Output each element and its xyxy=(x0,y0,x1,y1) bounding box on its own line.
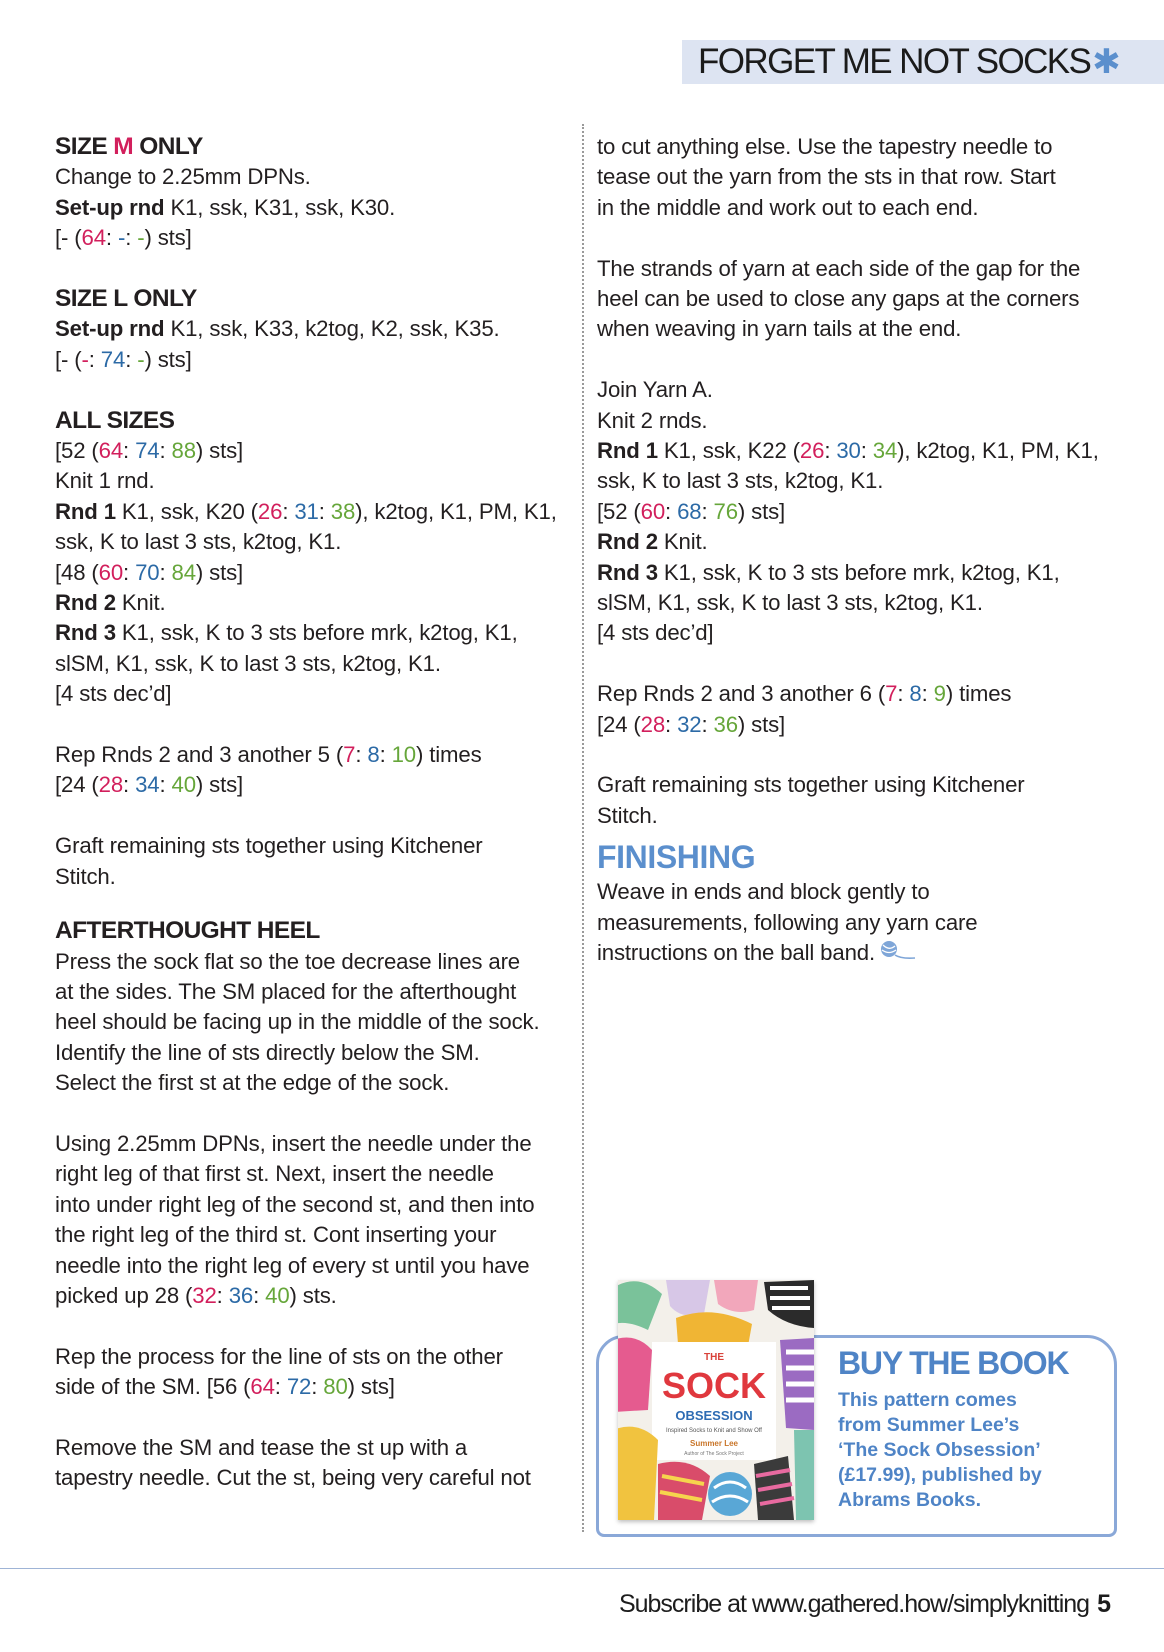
stitch-count: [24 (28: 32: 36) sts] xyxy=(597,711,786,737)
finishing-heading: FINISHING xyxy=(597,839,756,876)
stitch-count: [- (64: -: -) sts] xyxy=(55,225,192,251)
text-line: tapestry needle. Cut the st, being very careful not xyxy=(55,1465,531,1491)
text-line: slSM, K1, ssk, K to last 3 sts, k2tog, K1. xyxy=(55,650,441,676)
stitch-count: picked up 28 (32: 36: 40) sts. xyxy=(55,1282,337,1308)
page-number: 5 xyxy=(1097,1590,1110,1618)
stitch-count: [52 (64: 74: 88) sts] xyxy=(55,438,244,464)
size-l-heading: SIZE L ONLY xyxy=(55,285,197,313)
left-column xyxy=(55,132,577,1494)
yarn-ball-icon xyxy=(879,939,917,969)
book-cover-image xyxy=(618,1280,814,1520)
cover-author-sub: Author of The Sock Project xyxy=(684,1451,744,1457)
text-line: heel should be facing up in the middle of the sock. xyxy=(55,1009,540,1035)
text-line: Rnd 2 Knit. xyxy=(55,590,166,616)
footer xyxy=(619,1590,1110,1619)
stitch-count: side of the SM. [56 (64: 72: 80) sts] xyxy=(55,1374,395,1400)
text-line: Rep the process for the line of sts on the other xyxy=(55,1343,503,1369)
text-line: Select the first st at the edge of the sock. xyxy=(55,1070,450,1096)
text-line: Set-up rnd K1, ssk, K33, k2tog, K2, ssk, K35. xyxy=(55,316,500,342)
text-line: Knit 2 rnds. xyxy=(597,407,708,433)
stitch-count: [- (-: 74: -) sts] xyxy=(55,346,192,372)
text-line: Stitch. xyxy=(55,863,116,889)
text-line: Rnd 1 K1, ssk, K22 (26: 30: 34), k2tog, K1, PM, K1, xyxy=(597,438,1099,464)
text-line: Remove the SM and tease the st up with a xyxy=(55,1434,468,1460)
text-line: ssk, K to last 3 sts, k2tog, K1. xyxy=(55,529,342,555)
text-line: [4 sts dec’d] xyxy=(55,681,172,707)
page-header-title xyxy=(698,40,1119,84)
cover-title-obsession: OBSESSION xyxy=(675,1408,753,1423)
text-line: Rep Rnds 2 and 3 another 6 (7: 8: 9) times xyxy=(597,681,1012,707)
text-line: Press the sock flat so the toe decrease lines are xyxy=(55,948,521,974)
text-line: Rnd 3 K1, ssk, K to 3 sts before mrk, k2tog, K1, xyxy=(55,620,518,646)
text-line: when weaving in yarn tails at the end. xyxy=(597,316,962,342)
text-line: needle into the right leg of every st until you have xyxy=(55,1252,530,1278)
stitch-count: [24 (28: 34: 40) sts] xyxy=(55,772,244,798)
text-line: Rnd 1 K1, ssk, K20 (26: 31: 38), k2tog, K1, PM, K1, xyxy=(55,498,557,524)
text-line: Graft remaining sts together using Kitchener xyxy=(597,772,1025,798)
text-line: in the middle and work out to each end. xyxy=(597,194,979,220)
text-line: tease out the yarn from the sts in that row. Start xyxy=(597,164,1056,190)
right-column xyxy=(597,132,1127,969)
text-line: the right leg of the third st. Cont inserting your xyxy=(55,1222,497,1248)
text-line: The strands of yarn at each side of the gap for the xyxy=(597,255,1081,281)
text-line: Knit 1 rnd. xyxy=(55,468,155,494)
text-line: Set-up rnd K1, ssk, K31, ssk, K30. xyxy=(55,194,396,220)
text-line: Rnd 3 K1, ssk, K to 3 sts before mrk, k2tog, K1, xyxy=(597,559,1060,585)
footer-rule xyxy=(0,1568,1164,1569)
asterisk-icon: ✱ xyxy=(1092,43,1120,81)
text-line: right leg of that first st. Next, insert the needle xyxy=(55,1161,494,1187)
column-divider xyxy=(582,124,584,1532)
text-line: Change to 2.25mm DPNs. xyxy=(55,164,311,190)
text-line: slSM, K1, ssk, K to last 3 sts, k2tog, K1. xyxy=(597,590,983,616)
text-line: Identify the line of sts directly below the SM. xyxy=(55,1039,480,1065)
text-line: Stitch. xyxy=(597,802,658,828)
cover-title-the: THE xyxy=(704,1352,724,1363)
buy-the-book-text: This pattern comes from Summer Lee’s ‘The Sock Obsession’ (£17.99), published by Abrams Books. xyxy=(838,1389,1042,1511)
text-line: measurements, following any yarn care xyxy=(597,909,978,935)
text-line: Using 2.25mm DPNs, insert the needle under the xyxy=(55,1130,532,1156)
text-line: Rnd 2 Knit. xyxy=(597,529,708,555)
cover-title-sock: SOCK xyxy=(661,1365,767,1406)
text-line: Graft remaining sts together using Kitchener xyxy=(55,833,483,859)
footer-subscribe-text: Subscribe at www.gathered.how/simplyknitting xyxy=(618,1590,1090,1618)
header-title-text: FORGET ME NOT SOCKS xyxy=(698,42,1091,81)
text-line: Rep Rnds 2 and 3 another 5 (7: 8: 10) times xyxy=(55,742,482,768)
stitch-count: [48 (60: 70: 84) sts] xyxy=(55,559,244,585)
text-line: into under right leg of the second st, and then into xyxy=(55,1191,535,1217)
buy-the-book-heading: BUY THE BOOK xyxy=(838,1345,1069,1381)
stitch-count: [52 (60: 68: 76) sts] xyxy=(597,498,786,524)
text-line: to cut anything else. Use the tapestry needle to xyxy=(597,134,1053,159)
text-line: ssk, K to last 3 sts, k2tog, K1. xyxy=(597,468,884,494)
text-line: at the sides. The SM placed for the afterthought xyxy=(55,978,517,1004)
afterthought-heel-heading: AFTERTHOUGHT HEEL xyxy=(55,917,320,945)
cover-subtitle: Inspired Socks to Knit and Show Off xyxy=(666,1428,762,1434)
text-line: instructions on the ball band. xyxy=(597,938,1127,969)
text-line: [4 sts dec’d] xyxy=(597,620,714,646)
text-line: Join Yarn A. xyxy=(597,377,713,403)
size-m-heading: SIZE M ONLY xyxy=(55,133,203,160)
cover-author: Summer Lee xyxy=(689,1439,739,1448)
text-line: Weave in ends and block gently to xyxy=(597,879,930,905)
all-sizes-heading: ALL SIZES xyxy=(55,406,175,434)
text-line: heel can be used to close any gaps at the corners xyxy=(597,286,1080,312)
